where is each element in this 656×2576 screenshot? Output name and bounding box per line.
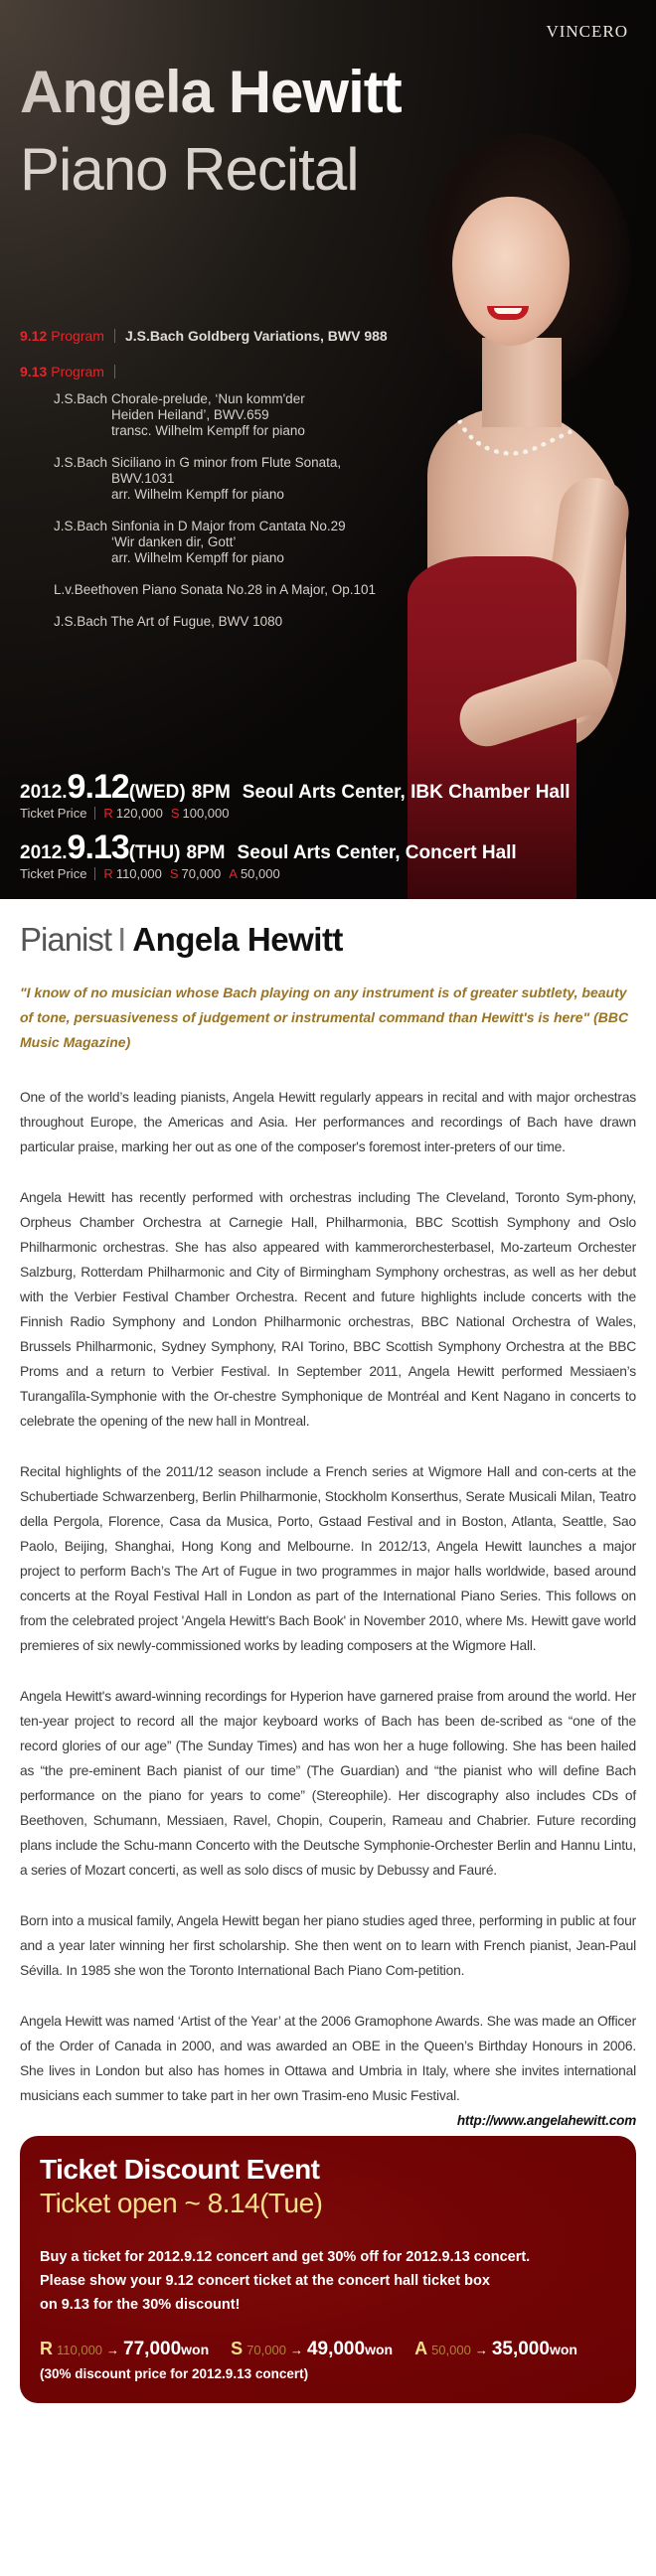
work-item: J.S.Bach The Art of Fugue, BWV 1080 (54, 614, 283, 629)
work-item (54, 455, 388, 503)
bio-heading-name: Angela Hewitt (132, 921, 343, 958)
bio-heading (20, 921, 636, 959)
price-grade: R (103, 806, 113, 821)
discount-prices (40, 2339, 616, 2360)
work-line: arr. Wilhelm Kempff for piano (111, 550, 284, 565)
schedule-time: 8PM (186, 842, 226, 863)
discount-price: 77,000 (123, 2339, 182, 2359)
biography-section (0, 899, 656, 2128)
event-open-date: Ticket open ~ 8.14(Tue) (40, 2188, 323, 2218)
work-composer: J.S.Bach (54, 519, 108, 533)
original-price: 50,000 (431, 2343, 471, 2357)
bio-paragraph: Angela Hewitt's award-winning recordings for Hyperion have garnered praise from around the world. Her ten-year project to record all the major keyboard works of Bach has been de-scribed as “one of the record glories of our age” (The Sunday Times) and has won her a huge following. She has been hailed as “the pre-eminent Bach pianist of our time” (The Guardian) and “the pianist who will define Bach performance on the piano for years to come” (Stereophile). Her discography also includes CDs of Beethoven, Schumann, Messiaen, Ravel, Chopin, Couperin, Rameau and Chabrier. Future recording plans include the Schu-mann Concerto with the Deutsche Symphonie-Orchester Berlin and Hannu Lintu, a series of Mozart concerti, as well as solo discs of music by Debussy and Fauré. (20, 1689, 636, 1878)
concert-schedule (20, 770, 571, 891)
price-grade: S (170, 806, 180, 821)
schedule-venue: Seoul Arts Center, IBK Chamber Hall (242, 782, 571, 803)
program-date: 9.12 (20, 328, 48, 344)
price-grade: S (169, 866, 179, 881)
page-bottom-spacer (0, 2403, 656, 2443)
event-title: Ticket Discount Event (40, 2154, 320, 2185)
brand-logo: VINCERO (546, 22, 628, 41)
price-amount: 120,000 (115, 806, 163, 821)
price-grade: A (229, 866, 238, 881)
hero-subtitle: Piano Recital (20, 136, 359, 203)
press-quote: "I know of no musician whose Bach playing on any instrument is of greater subtlety, beauty of tone, persuasiveness of judgement or instrumental command than Hewitt's is here" (BBC Music Magazine) (20, 985, 629, 1050)
arrow-right-icon: → (106, 2343, 120, 2357)
schedule-912 (20, 770, 571, 804)
work-item: L.v.Beethoven Piano Sonata No.28 in A Major, Op.101 (54, 582, 376, 597)
divider (114, 329, 115, 343)
work-line: transc. Wilhelm Kempff for piano (111, 423, 305, 438)
work-line: ‘Wir danken dir, Gott’ (111, 534, 237, 549)
schedule-venue: Seoul Arts Center, Concert Hall (237, 842, 517, 863)
discount-r (40, 2339, 209, 2360)
bio-heading-label: Pianist (20, 921, 112, 958)
program-date: 9.13 (20, 364, 48, 379)
program-913 (20, 362, 388, 381)
schedule-day: 9.12 (67, 768, 129, 806)
currency-unit: won (181, 2342, 210, 2357)
program-label: Program (51, 328, 104, 344)
discount-s (231, 2339, 393, 2360)
divider (94, 867, 95, 880)
bio-paragraph: One of the world’s leading pianists, Angela Hewitt regularly appears in recital and with major orchestras throughout Europe, the Americas and Asia. Her performances and recordings of Bach have drawn particular praise, marking her out as one of the composer's foremost inter-preters of our time. (20, 1090, 636, 1154)
price-grade: R (103, 866, 113, 881)
currency-unit: won (549, 2342, 577, 2357)
price-amount: 50,000 (240, 866, 280, 881)
bio-paragraph: Angela Hewitt has recently performed with orchestras including The Cleveland, Toronto Sym-phony, Orpheus Chamber Orchestra at Carnegie Hall, Philharmonia, BBC Scottish Symphony and Oslo Philharmonic orchestras. She has also appeared with kammerorchesterbasel, Mo-zarteum Orchester Salzburg, Rotterdam Philharmonic and City of Birmingham Symphony orchestras, as well as her debut with the Verbier Festival Chamber Orchestra. Recent and future highlights include concerts with the Finnish Radio Symphony and London Philharmonic orchestras, BBC National Orchestra of Wales, Brussels Philharmonic, Sydney Symphony, RAI Torino, BBC Scottish Symphony Orchestra at the BBC Proms and a return to Verbier Festival. In September 2011, Angela Hewitt performed Messiaen’s Turangalîla-Symphonie with the Or-chestre Symphonique de Montréal and Kent Nagano in concerts to celebrate the opening of the new hall in Montreal. (20, 1190, 636, 1429)
price-label: Ticket Price (20, 866, 87, 881)
discount-grade: A (414, 2339, 428, 2358)
discount-a (414, 2339, 577, 2360)
work-item (54, 391, 388, 439)
price-label: Ticket Price (20, 806, 87, 821)
program-913-works (54, 391, 388, 630)
work-line: Chorale-prelude, ‘Nun komm'der (111, 391, 305, 406)
currency-unit: won (365, 2342, 394, 2357)
hero-title: Angela Hewitt (20, 59, 402, 125)
schedule-year: 2012. (20, 842, 68, 863)
price-amount: 110,000 (115, 866, 162, 881)
discount-price: 49,000 (306, 2339, 366, 2359)
bio-paragraph: Angela Hewitt was named ‘Artist of the Year’ at the 2006 Gramophone Awards. She was made an Officer of the Order of Canada in 2000, and was awarded an OBE in the Queen’s Birthday Honours in 2006. She lives in London but also has homes in Ottawa and Umbria in Italy, where she invites international musicians each summer to take part in her own Trasim-eno Music Festival. (20, 2014, 636, 2103)
program-label: Program (51, 364, 104, 379)
work-line: Siciliano in G minor from Flute Sonata, (111, 455, 342, 470)
schedule-year: 2012. (20, 782, 68, 803)
price-amount: 70,000 (181, 866, 222, 881)
price-amount: 100,000 (182, 806, 230, 821)
work-line: arr. Wilhelm Kempff for piano (111, 487, 284, 502)
artist-website-link[interactable]: http://www.angelahewitt.com (456, 2113, 636, 2128)
work-line: Sinfonia in D Major from Cantata No.29 (111, 519, 346, 533)
divider (94, 807, 95, 820)
original-price: 110,000 (57, 2343, 103, 2357)
event-desc-line: on 9.13 for the 30% discount! (40, 2297, 241, 2313)
arrow-right-icon: → (474, 2343, 488, 2357)
original-price: 70,000 (246, 2343, 286, 2357)
bio-paragraph-last (20, 2009, 636, 2128)
portrait-smile (494, 308, 522, 314)
event-description (40, 2245, 616, 2317)
divider (114, 365, 115, 379)
schedule-day: 9.13 (67, 829, 129, 866)
work-line: BWV.1031 (111, 471, 175, 486)
discount-note: (30% discount price for 2012.9.13 concert) (40, 2366, 309, 2381)
schedule-weekday: (THU) (128, 842, 181, 863)
discount-grade: R (40, 2339, 53, 2358)
program-list (20, 326, 388, 646)
bio-heading-separator: I (117, 921, 127, 958)
hero-banner (0, 0, 656, 899)
work-composer: J.S.Bach (54, 391, 108, 406)
schedule-time: 8PM (191, 782, 231, 803)
ticket-price-913 (20, 866, 571, 881)
ticket-price-912 (20, 806, 571, 821)
schedule-913 (20, 831, 571, 864)
event-desc-line: Please show your 9.12 concert ticket at the concert hall ticket box (40, 2273, 490, 2289)
program-title: J.S.Bach Goldberg Variations, BWV 988 (124, 328, 388, 344)
program-912 (20, 326, 388, 346)
discount-grade: S (231, 2339, 244, 2358)
discount-price: 35,000 (491, 2339, 550, 2359)
work-item (54, 519, 388, 566)
work-composer: J.S.Bach (54, 455, 108, 470)
ticket-discount-event (20, 2136, 636, 2403)
arrow-right-icon: → (289, 2343, 303, 2357)
bio-paragraph: Born into a musical family, Angela Hewitt began her piano studies aged three, performing in public at four and a year later winning her first scholarship. She then went on to learn with French pianist, Jean-Paul Sévilla. In 1985 she won the Toronto International Bach Piano Com-petition. (20, 1913, 636, 1978)
work-line: Heiden Heiland’, BWV.659 (111, 407, 269, 422)
bio-paragraph: Recital highlights of the 2011/12 season include a French series at Wigmore Hall and con-certs at the Schubertiade Schwarzenberg, Berlin Philharmonie, Stockholm Konserthus, Serate Musicali Milan, Teatro della Pergola, Florence, Casa da Musica, Porto, Gstaad Festival and in Boston, Atlanta, Seattle, Sao Paolo, Beijing, Shanghai, Hong Kong and Melbourne. In 2012/13, Angela Hewitt launches a major project to perform Bach’s The Art of Fugue in two programmes in major halls worldwide, based around concerts at the Royal Festival Hall in London as part of the International Piano Series. This follows on from the celebrated project 'Angela Hewitt's Bach Book' in November 2010, where Ms. Hewitt gave world premieres of six newly-commissioned works by leading composers at the Wigmore Hall. (20, 1464, 636, 1653)
schedule-weekday: (WED) (128, 782, 186, 803)
event-desc-line: Buy a ticket for 2012.9.12 concert and get 30% off for 2012.9.13 concert. (40, 2249, 531, 2265)
